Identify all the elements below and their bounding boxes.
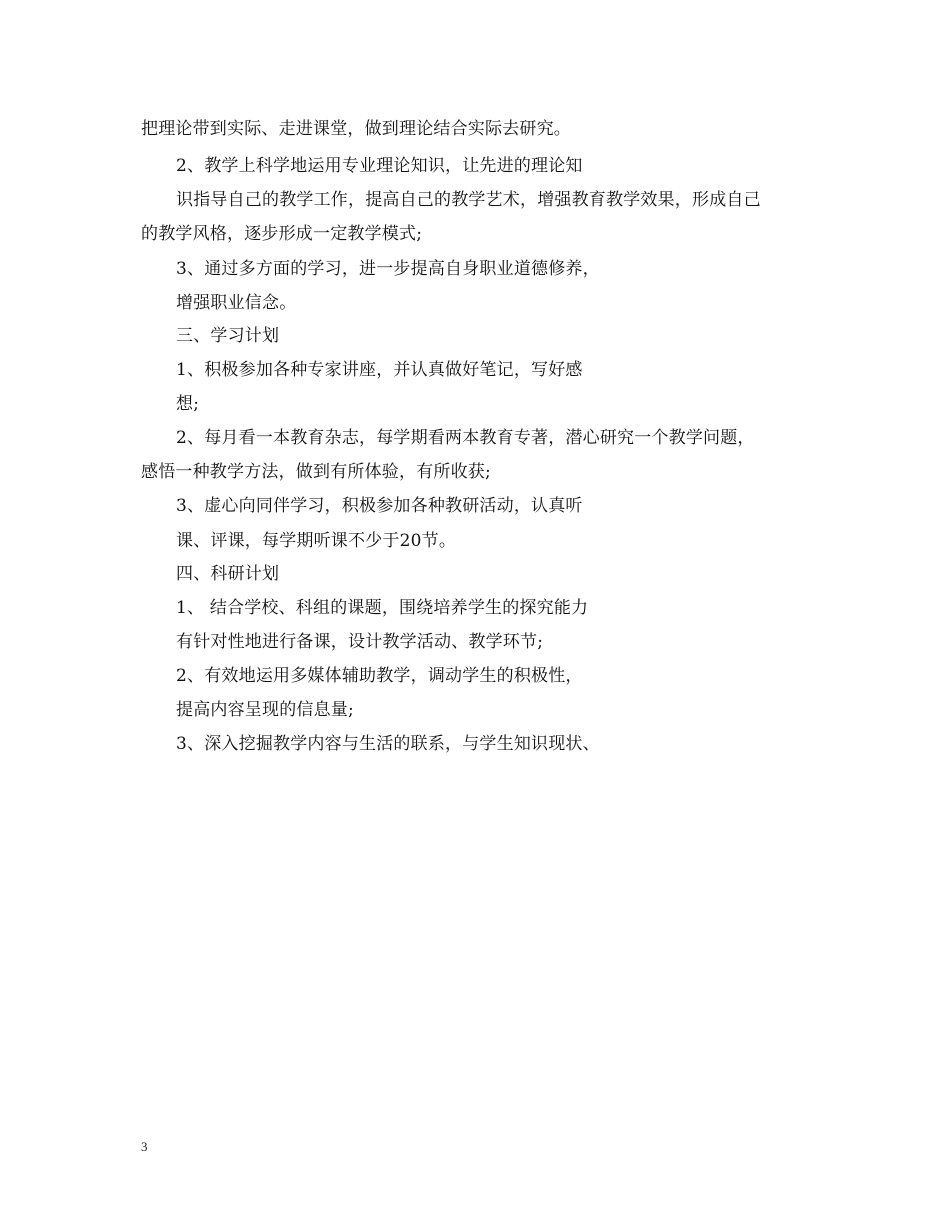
text-line: 识指导自己的教学工作，提高自己的教学艺术，增强教育教学效果，形成自己 — [176, 190, 761, 210]
text-line: 课、评课，每学期听课不少于20节。 — [176, 531, 457, 551]
text-line: 把理论带到实际、走进课堂，做到理论结合实际去研究。 — [141, 119, 571, 139]
section-heading: 四、科研计划 — [176, 564, 280, 584]
text-line: 有针对性地进行备课，设计教学活动、教学环节; — [176, 632, 544, 652]
text-line: 想; — [176, 394, 200, 414]
text-line: 3、通过多方面的学习，进一步提高自身职业道德修养， — [176, 259, 600, 279]
text-line: 3、虚心向同伴学习，积极参加各种教研活动，认真听 — [176, 496, 583, 516]
text-line: 的教学风格，逐步形成一定教学模式; — [141, 224, 423, 244]
text-line: 2、教学上科学地运用专业理论知识，让先进的理论知 — [176, 156, 583, 176]
text-line: 感悟一种教学方法，做到有所体验，有所收获; — [141, 462, 491, 482]
text-line: 提高内容呈现的信息量; — [176, 700, 354, 720]
text-line: 增强职业信念。 — [176, 293, 297, 313]
text-line: 3、深入挖掘教学内容与生活的联系，与学生知识现状、 — [176, 734, 600, 754]
text-line: 1、积极参加各种专家讲座，并认真做好笔记，写好感 — [176, 360, 583, 380]
text-line: 1、 结合学校、科组的课题，围绕培养学生的探究能力 — [176, 598, 589, 618]
text-line: 2、有效地运用多媒体辅助教学，调动学生的积极性， — [176, 666, 583, 686]
text-line: 2、每月看一本教育杂志，每学期看两本教育专著，潜心研究一个教学问题， — [176, 428, 755, 448]
page-number: 3 — [141, 1139, 148, 1154]
section-heading: 三、学习计划 — [176, 326, 280, 346]
